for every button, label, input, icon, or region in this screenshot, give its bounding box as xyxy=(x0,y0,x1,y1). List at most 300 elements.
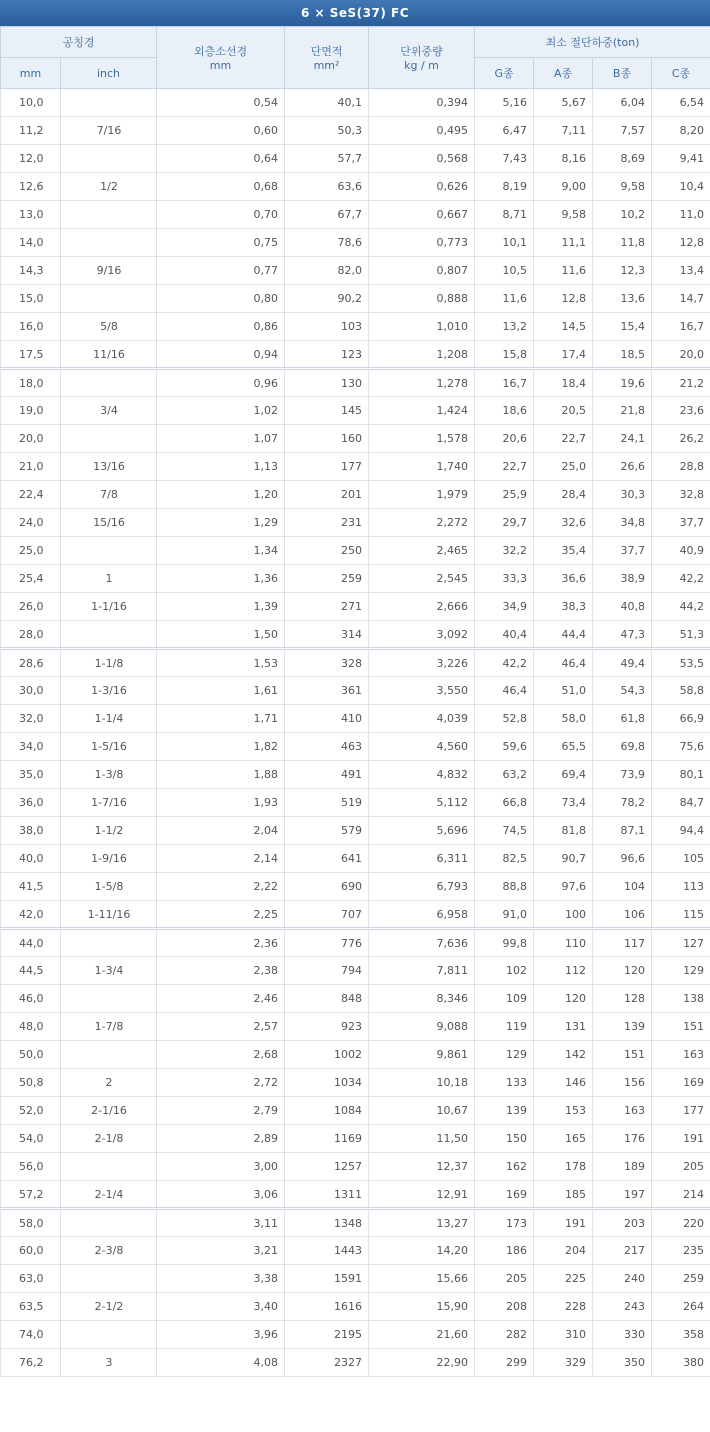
cell-grade-c: 42,2 xyxy=(652,565,710,593)
cell-mm: 38,0 xyxy=(1,817,61,845)
cell-weight: 4,560 xyxy=(369,733,475,761)
area-label: 단면적 xyxy=(310,45,343,58)
cell-outer-wire: 1,13 xyxy=(157,453,285,481)
table-row xyxy=(1,117,710,145)
cell-mm: 28,6 xyxy=(1,649,61,677)
cell-grade-c: 220 xyxy=(652,1209,710,1237)
cell-weight: 0,888 xyxy=(369,285,475,313)
table-row xyxy=(1,621,710,649)
weight-unit: kg / m xyxy=(404,59,439,72)
cell-mm: 22,4 xyxy=(1,481,61,509)
cell-mm: 32,0 xyxy=(1,705,61,733)
table-row xyxy=(1,565,710,593)
cell-grade-a: 73,4 xyxy=(534,789,593,817)
cell-grade-c: 13,4 xyxy=(652,257,710,285)
cell-grade-c: 21,2 xyxy=(652,369,710,397)
cell-outer-wire: 1,82 xyxy=(157,733,285,761)
cell-grade-g: 139 xyxy=(475,1097,534,1125)
cell-area: 201 xyxy=(285,481,369,509)
cell-weight: 0,773 xyxy=(369,229,475,257)
cell-inch: 1-1/8 xyxy=(61,649,157,677)
cell-inch: 11/16 xyxy=(61,341,157,369)
cell-grade-a: 20,5 xyxy=(534,397,593,425)
cell-mm: 28,0 xyxy=(1,621,61,649)
cell-grade-g: 299 xyxy=(475,1349,534,1377)
cell-grade-c: 264 xyxy=(652,1293,710,1321)
cell-inch xyxy=(61,985,157,1013)
cell-grade-b: 203 xyxy=(593,1209,652,1237)
cell-inch: 1-5/8 xyxy=(61,873,157,901)
cell-weight: 0,495 xyxy=(369,117,475,145)
cell-grade-a: 146 xyxy=(534,1069,593,1097)
table-row xyxy=(1,1265,710,1293)
cell-grade-a: 11,1 xyxy=(534,229,593,257)
cell-weight: 11,50 xyxy=(369,1125,475,1153)
cell-area: 923 xyxy=(285,1013,369,1041)
table-row xyxy=(1,985,710,1013)
table-row xyxy=(1,1069,710,1097)
cell-inch: 2-3/8 xyxy=(61,1237,157,1265)
cell-area: 271 xyxy=(285,593,369,621)
table-row xyxy=(1,509,710,537)
cell-area: 1443 xyxy=(285,1237,369,1265)
cell-mm: 58,0 xyxy=(1,1209,61,1237)
table-row xyxy=(1,1293,710,1321)
cell-grade-a: 310 xyxy=(534,1321,593,1349)
cell-weight: 14,20 xyxy=(369,1237,475,1265)
cell-grade-a: 51,0 xyxy=(534,677,593,705)
cell-weight: 1,578 xyxy=(369,425,475,453)
cell-grade-a: 11,6 xyxy=(534,257,593,285)
cell-grade-a: 35,4 xyxy=(534,537,593,565)
cell-inch xyxy=(61,369,157,397)
cell-weight: 1,979 xyxy=(369,481,475,509)
cell-grade-g: 32,2 xyxy=(475,537,534,565)
cell-grade-a: 112 xyxy=(534,957,593,985)
cell-weight: 3,226 xyxy=(369,649,475,677)
cell-grade-a: 225 xyxy=(534,1265,593,1293)
cell-mm: 40,0 xyxy=(1,845,61,873)
cell-outer-wire: 0,60 xyxy=(157,117,285,145)
cell-area: 103 xyxy=(285,313,369,341)
cell-grade-a: 153 xyxy=(534,1097,593,1125)
cell-area: 1034 xyxy=(285,1069,369,1097)
cell-grade-g: 119 xyxy=(475,1013,534,1041)
cell-grade-g: 82,5 xyxy=(475,845,534,873)
cell-grade-b: 30,3 xyxy=(593,481,652,509)
cell-mm: 76,2 xyxy=(1,1349,61,1377)
cell-grade-a: 8,16 xyxy=(534,145,593,173)
cell-grade-c: 214 xyxy=(652,1181,710,1209)
cell-weight: 1,424 xyxy=(369,397,475,425)
cell-grade-b: 10,2 xyxy=(593,201,652,229)
cell-weight: 3,092 xyxy=(369,621,475,649)
cell-area: 2327 xyxy=(285,1349,369,1377)
cell-outer-wire: 3,11 xyxy=(157,1209,285,1237)
cell-weight: 9,088 xyxy=(369,1013,475,1041)
cell-area: 130 xyxy=(285,369,369,397)
cell-area: 410 xyxy=(285,705,369,733)
cell-area: 123 xyxy=(285,341,369,369)
cell-area: 491 xyxy=(285,761,369,789)
cell-grade-g: 15,8 xyxy=(475,341,534,369)
cell-grade-g: 99,8 xyxy=(475,929,534,957)
cell-mm: 24,0 xyxy=(1,509,61,537)
table-row xyxy=(1,929,710,957)
cell-weight: 10,18 xyxy=(369,1069,475,1097)
cell-mm: 74,0 xyxy=(1,1321,61,1349)
cell-inch: 1-3/16 xyxy=(61,677,157,705)
cell-grade-b: 104 xyxy=(593,873,652,901)
cell-grade-b: 24,1 xyxy=(593,425,652,453)
cell-mm: 14,0 xyxy=(1,229,61,257)
cell-inch: 1-9/16 xyxy=(61,845,157,873)
cell-outer-wire: 1,20 xyxy=(157,481,285,509)
cell-inch xyxy=(61,1153,157,1181)
cell-grade-c: 23,6 xyxy=(652,397,710,425)
cell-grade-b: 117 xyxy=(593,929,652,957)
cell-inch xyxy=(61,1321,157,1349)
cell-grade-g: 208 xyxy=(475,1293,534,1321)
cell-grade-a: 100 xyxy=(534,901,593,929)
cell-grade-a: 5,67 xyxy=(534,89,593,117)
grade-b-header: B종 xyxy=(593,58,652,89)
cell-grade-g: 66,8 xyxy=(475,789,534,817)
area-unit: mm² xyxy=(313,59,340,72)
table-row xyxy=(1,173,710,201)
table-row xyxy=(1,845,710,873)
cell-grade-c: 259 xyxy=(652,1265,710,1293)
cell-grade-g: 16,7 xyxy=(475,369,534,397)
cell-grade-b: 189 xyxy=(593,1153,652,1181)
cell-grade-c: 358 xyxy=(652,1321,710,1349)
nominal-diameter-header: 공칭경 xyxy=(1,27,157,58)
table-row xyxy=(1,789,710,817)
cell-grade-c: 151 xyxy=(652,1013,710,1041)
cell-grade-a: 185 xyxy=(534,1181,593,1209)
cell-grade-g: 46,4 xyxy=(475,677,534,705)
cell-grade-a: 38,3 xyxy=(534,593,593,621)
cell-grade-a: 204 xyxy=(534,1237,593,1265)
cell-grade-g: 63,2 xyxy=(475,761,534,789)
cell-grade-a: 9,58 xyxy=(534,201,593,229)
cell-area: 1616 xyxy=(285,1293,369,1321)
cell-grade-c: 28,8 xyxy=(652,453,710,481)
cell-weight: 6,311 xyxy=(369,845,475,873)
cell-inch: 3/4 xyxy=(61,397,157,425)
cell-grade-c: 205 xyxy=(652,1153,710,1181)
cell-weight: 21,60 xyxy=(369,1321,475,1349)
cell-outer-wire: 2,04 xyxy=(157,817,285,845)
cell-grade-b: 78,2 xyxy=(593,789,652,817)
cell-grade-c: 58,8 xyxy=(652,677,710,705)
cell-mm: 25,4 xyxy=(1,565,61,593)
cell-mm: 34,0 xyxy=(1,733,61,761)
cell-inch: 1-11/16 xyxy=(61,901,157,929)
cell-area: 1084 xyxy=(285,1097,369,1125)
weight-header xyxy=(369,27,475,89)
table-row xyxy=(1,537,710,565)
table-row xyxy=(1,677,710,705)
cell-outer-wire: 0,86 xyxy=(157,313,285,341)
cell-weight: 6,793 xyxy=(369,873,475,901)
cell-mm: 48,0 xyxy=(1,1013,61,1041)
cell-grade-a: 165 xyxy=(534,1125,593,1153)
cell-grade-a: 46,4 xyxy=(534,649,593,677)
cell-mm: 63,0 xyxy=(1,1265,61,1293)
cell-inch xyxy=(61,1265,157,1293)
table-row xyxy=(1,1125,710,1153)
cell-grade-a: 131 xyxy=(534,1013,593,1041)
cell-outer-wire: 1,07 xyxy=(157,425,285,453)
cell-mm: 57,2 xyxy=(1,1181,61,1209)
cell-area: 57,7 xyxy=(285,145,369,173)
cell-mm: 20,0 xyxy=(1,425,61,453)
table-row xyxy=(1,145,710,173)
cell-mm: 26,0 xyxy=(1,593,61,621)
cell-outer-wire: 3,00 xyxy=(157,1153,285,1181)
cell-area: 160 xyxy=(285,425,369,453)
table-row xyxy=(1,1181,710,1209)
cell-grade-a: 44,4 xyxy=(534,621,593,649)
cell-outer-wire: 3,21 xyxy=(157,1237,285,1265)
cell-grade-a: 25,0 xyxy=(534,453,593,481)
cell-mm: 44,5 xyxy=(1,957,61,985)
cell-grade-a: 22,7 xyxy=(534,425,593,453)
cell-inch xyxy=(61,537,157,565)
cell-area: 1169 xyxy=(285,1125,369,1153)
cell-grade-b: 128 xyxy=(593,985,652,1013)
wire-rope-spec-table xyxy=(0,26,710,1377)
cell-outer-wire: 2,57 xyxy=(157,1013,285,1041)
cell-inch: 1-3/4 xyxy=(61,957,157,985)
table-row xyxy=(1,901,710,929)
cell-grade-b: 7,57 xyxy=(593,117,652,145)
cell-grade-g: 10,5 xyxy=(475,257,534,285)
cell-grade-b: 19,6 xyxy=(593,369,652,397)
table-row xyxy=(1,313,710,341)
cell-inch: 2-1/8 xyxy=(61,1125,157,1153)
cell-grade-a: 14,5 xyxy=(534,313,593,341)
cell-mm: 46,0 xyxy=(1,985,61,1013)
cell-area: 463 xyxy=(285,733,369,761)
cell-outer-wire: 0,70 xyxy=(157,201,285,229)
grade-c-header: C종 xyxy=(652,58,710,89)
cell-area: 579 xyxy=(285,817,369,845)
cell-weight: 12,91 xyxy=(369,1181,475,1209)
cell-inch: 5/8 xyxy=(61,313,157,341)
cell-mm: 25,0 xyxy=(1,537,61,565)
cell-grade-a: 32,6 xyxy=(534,509,593,537)
cell-mm: 30,0 xyxy=(1,677,61,705)
cell-area: 707 xyxy=(285,901,369,929)
cell-outer-wire: 0,54 xyxy=(157,89,285,117)
cell-weight: 1,278 xyxy=(369,369,475,397)
cell-grade-b: 49,4 xyxy=(593,649,652,677)
cell-grade-a: 142 xyxy=(534,1041,593,1069)
cell-grade-g: 42,2 xyxy=(475,649,534,677)
cell-grade-b: 243 xyxy=(593,1293,652,1321)
cell-inch xyxy=(61,621,157,649)
cell-inch: 1-7/16 xyxy=(61,789,157,817)
cell-outer-wire: 0,64 xyxy=(157,145,285,173)
cell-weight: 9,861 xyxy=(369,1041,475,1069)
cell-inch: 2-1/4 xyxy=(61,1181,157,1209)
cell-mm: 36,0 xyxy=(1,789,61,817)
cell-inch: 1-5/16 xyxy=(61,733,157,761)
breaking-load-header: 최소 절단하중(ton) xyxy=(475,27,710,58)
cell-grade-b: 38,9 xyxy=(593,565,652,593)
cell-grade-g: 282 xyxy=(475,1321,534,1349)
cell-outer-wire: 3,38 xyxy=(157,1265,285,1293)
cell-grade-c: 37,7 xyxy=(652,509,710,537)
cell-weight: 6,958 xyxy=(369,901,475,929)
cell-grade-b: 40,8 xyxy=(593,593,652,621)
cell-area: 314 xyxy=(285,621,369,649)
cell-grade-b: 163 xyxy=(593,1097,652,1125)
cell-grade-g: 5,16 xyxy=(475,89,534,117)
cell-outer-wire: 3,40 xyxy=(157,1293,285,1321)
cell-weight: 13,27 xyxy=(369,1209,475,1237)
cell-inch xyxy=(61,285,157,313)
cell-grade-g: 59,6 xyxy=(475,733,534,761)
cell-outer-wire: 4,08 xyxy=(157,1349,285,1377)
cell-grade-c: 113 xyxy=(652,873,710,901)
cell-grade-b: 176 xyxy=(593,1125,652,1153)
cell-area: 519 xyxy=(285,789,369,817)
table-row xyxy=(1,873,710,901)
cell-outer-wire: 2,14 xyxy=(157,845,285,873)
cell-inch: 3 xyxy=(61,1349,157,1377)
cell-grade-g: 13,2 xyxy=(475,313,534,341)
cell-grade-b: 13,6 xyxy=(593,285,652,313)
cell-outer-wire: 1,50 xyxy=(157,621,285,649)
cell-grade-b: 350 xyxy=(593,1349,652,1377)
cell-grade-c: 44,2 xyxy=(652,593,710,621)
cell-outer-wire: 2,89 xyxy=(157,1125,285,1153)
cell-grade-g: 74,5 xyxy=(475,817,534,845)
cell-grade-b: 18,5 xyxy=(593,341,652,369)
cell-inch: 7/8 xyxy=(61,481,157,509)
cell-grade-a: 58,0 xyxy=(534,705,593,733)
table-row xyxy=(1,1237,710,1265)
cell-grade-b: 69,8 xyxy=(593,733,652,761)
cell-inch: 7/16 xyxy=(61,117,157,145)
cell-grade-g: 33,3 xyxy=(475,565,534,593)
cell-weight: 22,90 xyxy=(369,1349,475,1377)
cell-grade-c: 16,7 xyxy=(652,313,710,341)
cell-outer-wire: 1,29 xyxy=(157,509,285,537)
cell-weight: 2,465 xyxy=(369,537,475,565)
cell-weight: 4,039 xyxy=(369,705,475,733)
cell-grade-a: 69,4 xyxy=(534,761,593,789)
cell-grade-g: 7,43 xyxy=(475,145,534,173)
cell-weight: 3,550 xyxy=(369,677,475,705)
cell-outer-wire: 0,96 xyxy=(157,369,285,397)
cell-area: 145 xyxy=(285,397,369,425)
cell-inch xyxy=(61,145,157,173)
cell-mm: 52,0 xyxy=(1,1097,61,1125)
cell-grade-c: 75,6 xyxy=(652,733,710,761)
table-row xyxy=(1,397,710,425)
cell-weight: 4,832 xyxy=(369,761,475,789)
cell-grade-c: 129 xyxy=(652,957,710,985)
cell-grade-b: 37,7 xyxy=(593,537,652,565)
cell-grade-c: 177 xyxy=(652,1097,710,1125)
table-row xyxy=(1,229,710,257)
cell-grade-c: 40,9 xyxy=(652,537,710,565)
cell-grade-a: 36,6 xyxy=(534,565,593,593)
cell-grade-c: 115 xyxy=(652,901,710,929)
table-row xyxy=(1,285,710,313)
cell-grade-c: 80,1 xyxy=(652,761,710,789)
table-row xyxy=(1,1349,710,1377)
cell-weight: 0,626 xyxy=(369,173,475,201)
cell-grade-c: 53,5 xyxy=(652,649,710,677)
table-row xyxy=(1,593,710,621)
table-row xyxy=(1,369,710,397)
cell-area: 250 xyxy=(285,537,369,565)
cell-mm: 16,0 xyxy=(1,313,61,341)
cell-area: 1257 xyxy=(285,1153,369,1181)
cell-outer-wire: 0,80 xyxy=(157,285,285,313)
cell-inch: 15/16 xyxy=(61,509,157,537)
cell-mm: 60,0 xyxy=(1,1237,61,1265)
cell-grade-b: 330 xyxy=(593,1321,652,1349)
cell-grade-c: 8,20 xyxy=(652,117,710,145)
cell-grade-c: 191 xyxy=(652,1125,710,1153)
area-header xyxy=(285,27,369,89)
cell-inch: 1-1/2 xyxy=(61,817,157,845)
cell-grade-g: 6,47 xyxy=(475,117,534,145)
cell-inch: 13/16 xyxy=(61,453,157,481)
cell-grade-b: 47,3 xyxy=(593,621,652,649)
cell-outer-wire: 2,22 xyxy=(157,873,285,901)
cell-grade-b: 34,8 xyxy=(593,509,652,537)
table-row xyxy=(1,425,710,453)
cell-grade-g: 11,6 xyxy=(475,285,534,313)
cell-grade-b: 151 xyxy=(593,1041,652,1069)
cell-inch: 2-1/16 xyxy=(61,1097,157,1125)
cell-grade-b: 26,6 xyxy=(593,453,652,481)
table-row xyxy=(1,705,710,733)
cell-area: 67,7 xyxy=(285,201,369,229)
cell-area: 2195 xyxy=(285,1321,369,1349)
cell-weight: 15,66 xyxy=(369,1265,475,1293)
cell-area: 40,1 xyxy=(285,89,369,117)
cell-area: 1311 xyxy=(285,1181,369,1209)
cell-grade-c: 9,41 xyxy=(652,145,710,173)
cell-weight: 7,636 xyxy=(369,929,475,957)
cell-area: 90,2 xyxy=(285,285,369,313)
cell-grade-c: 51,3 xyxy=(652,621,710,649)
table-row xyxy=(1,1209,710,1237)
cell-grade-b: 120 xyxy=(593,957,652,985)
cell-grade-g: 169 xyxy=(475,1181,534,1209)
cell-grade-b: 197 xyxy=(593,1181,652,1209)
cell-mm: 18,0 xyxy=(1,369,61,397)
cell-grade-a: 228 xyxy=(534,1293,593,1321)
grade-g-header: G종 xyxy=(475,58,534,89)
cell-grade-a: 329 xyxy=(534,1349,593,1377)
cell-grade-a: 178 xyxy=(534,1153,593,1181)
cell-area: 50,3 xyxy=(285,117,369,145)
cell-mm: 50,0 xyxy=(1,1041,61,1069)
outer-wire-header xyxy=(157,27,285,89)
cell-grade-g: 25,9 xyxy=(475,481,534,509)
cell-grade-c: 26,2 xyxy=(652,425,710,453)
cell-mm: 10,0 xyxy=(1,89,61,117)
